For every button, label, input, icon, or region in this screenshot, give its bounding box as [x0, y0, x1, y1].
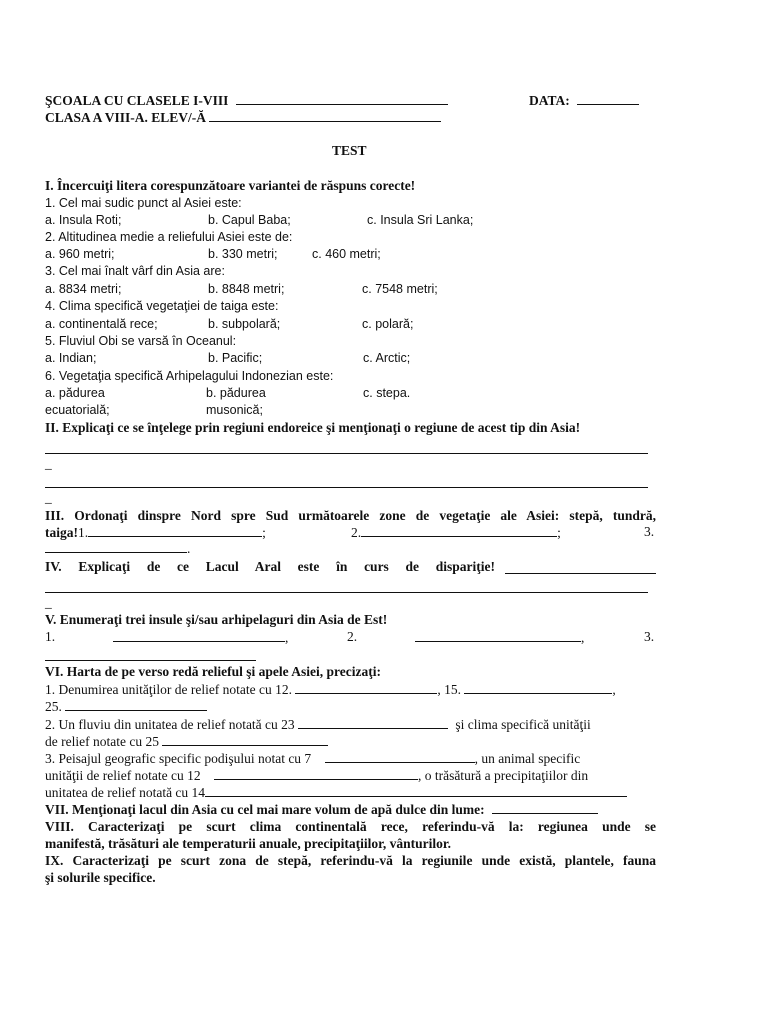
- answer-blank-1[interactable]: [88, 524, 262, 537]
- answer-line[interactable]: [45, 487, 648, 488]
- section-5-answer-2: [415, 629, 584, 646]
- q3-option-b[interactable]: b. 8848 metri;: [208, 282, 285, 296]
- answer-blank-2[interactable]: [415, 629, 581, 642]
- answer-line[interactable]: [45, 660, 256, 661]
- blank-number-3: 3.: [644, 629, 655, 644]
- q5-option-a[interactable]: a. Indian;: [45, 351, 97, 365]
- answer-line[interactable]: [45, 592, 648, 593]
- item-text: 2. Un fluviu din unitatea de relief notată cu 23: [45, 717, 295, 732]
- item-text: , o trăsătură a precipitaţiilor din: [417, 768, 589, 783]
- answer-blank[interactable]: [214, 767, 418, 780]
- q3-option-c[interactable]: c. 7548 metri;: [362, 282, 438, 296]
- school-name-blank[interactable]: [236, 92, 448, 105]
- question-5: 5. Fluviul Obi se varsă în Oceanul:: [45, 334, 237, 348]
- answer-blank[interactable]: [162, 733, 328, 746]
- date-line: [529, 92, 639, 109]
- q6-option-a-cont: ecuatorială;: [45, 403, 110, 417]
- blank-separator: ,: [285, 630, 289, 645]
- answer-blank-3[interactable]: [45, 540, 187, 553]
- item-text: , un animal specific: [474, 751, 581, 766]
- q1-option-c[interactable]: c. Insula Sri Lanka;: [367, 213, 474, 227]
- section-6-item-2: [45, 716, 591, 733]
- item-text: unităţii de relief notate cu 12: [45, 768, 201, 783]
- section-8-heading: VIII. Caracterizaţi pe scurt clima continentală rece, referindu-vă la: regiunea unde se: [45, 819, 656, 834]
- q5-option-b[interactable]: b. Pacific;: [208, 351, 263, 365]
- answer-line[interactable]: [45, 453, 648, 454]
- q2-option-a[interactable]: a. 960 metri;: [45, 247, 115, 261]
- section-5-answer-1: [113, 629, 288, 646]
- blank-separator: ;: [262, 525, 266, 540]
- date-blank[interactable]: [577, 92, 639, 105]
- q6-option-b-cont: musonică;: [206, 403, 263, 417]
- section-6-item-2-cont: [45, 733, 328, 750]
- school-label: ŞCOALA CU CLASELE I-VIII: [45, 93, 229, 108]
- answer-blank[interactable]: [464, 681, 612, 694]
- answer-blank[interactable]: [492, 801, 598, 814]
- section-5-heading: V. Enumeraţi trei insule şi/sau arhipelaguri din Asia de Est!: [45, 612, 388, 627]
- q1-option-b[interactable]: b. Capul Baba;: [208, 213, 291, 227]
- school-line: [45, 92, 448, 109]
- section-3-answer-2: [351, 524, 561, 541]
- answer-blank-1[interactable]: [113, 629, 285, 642]
- q4-option-b[interactable]: b. subpolară;: [208, 317, 281, 331]
- dash-mark: _: [45, 595, 52, 610]
- q4-option-c[interactable]: c. polară;: [362, 317, 414, 331]
- section-6-item-3-cont: [45, 767, 588, 784]
- section-7-heading: [45, 801, 598, 818]
- item-text: , 15.: [437, 682, 462, 697]
- blank-number: 1.: [78, 525, 89, 540]
- blank-number: 2.: [351, 525, 362, 540]
- dash-mark: _: [45, 456, 52, 471]
- q5-option-c[interactable]: c. Arctic;: [363, 351, 411, 365]
- blank-separator: ;: [557, 525, 561, 540]
- section-4-heading: IV. Explicaţi de ce Lacul Aral este în curs de dispariţie!: [45, 559, 495, 574]
- end-dot: .: [187, 541, 191, 556]
- section-9-heading: IX. Caracterizaţi pe scurt zona de stepă, referindu-vă la regiunile unde există, plantele, fauna: [45, 853, 656, 868]
- q6-option-b[interactable]: b. pădurea: [206, 386, 266, 400]
- item-text: de relief notate cu 25: [45, 734, 159, 749]
- q6-option-c[interactable]: c. stepa.: [363, 386, 411, 400]
- answer-blank-2[interactable]: [361, 524, 557, 537]
- answer-blank[interactable]: [65, 698, 207, 711]
- q6-option-a[interactable]: a. pădurea: [45, 386, 105, 400]
- item-text: 3. Peisajul geografic specific podişului notat cu 7: [45, 751, 312, 766]
- date-label: DATA:: [529, 93, 570, 108]
- student-name-blank[interactable]: [209, 109, 441, 122]
- question-2: 2. Altitudinea medie a reliefului Asiei este de:: [45, 230, 293, 244]
- answer-line[interactable]: [505, 573, 656, 574]
- question-6: 6. Vegetaţia specifică Arhipelagului Indonezian este:: [45, 369, 334, 383]
- class-line: [45, 109, 441, 126]
- answer-blank[interactable]: [298, 716, 448, 729]
- item-text: şi clima specifică unităţii: [455, 717, 591, 732]
- section-2-heading: II. Explicaţi ce se înţelege prin regiuni endoreice şi menţionaţi o regiune de acest tip din Asia!: [45, 420, 581, 435]
- section-6-item-1-cont: [45, 698, 207, 715]
- section-3-heading: III. Ordonaţi dinspre Nord spre Sud următoarele zone de vegetaţie ale Asiei: stepă, tundră,: [45, 508, 656, 523]
- section-3-heading-cont: taiga!: [45, 525, 78, 540]
- blank-separator: ,: [581, 630, 585, 645]
- question-4: 4. Clima specifică vegetaţiei de taiga este:: [45, 299, 279, 313]
- item-text: 25.: [45, 699, 62, 714]
- dash-mark: _: [45, 490, 52, 505]
- q4-option-a[interactable]: a. continentală rece;: [45, 317, 158, 331]
- blank-number-3: 3.: [644, 524, 655, 539]
- item-text: unitatea de relief notată cu 14: [45, 785, 206, 800]
- section-6-item-3-cont2: [45, 784, 627, 801]
- section-7-text: VII. Menţionaţi lacul din Asia cu cel mai mare volum de apă dulce din lume:: [45, 802, 485, 817]
- section-3-answer-3: [45, 540, 190, 557]
- q2-option-b[interactable]: b. 330 metri;: [208, 247, 278, 261]
- q2-option-c[interactable]: c. 460 metri;: [312, 247, 381, 261]
- blank-number-1: 1.: [45, 629, 56, 644]
- q1-option-a[interactable]: a. Insula Roti;: [45, 213, 122, 227]
- blank-number-2: 2.: [347, 629, 358, 644]
- q3-option-a[interactable]: a. 8834 metri;: [45, 282, 122, 296]
- section-6-item-1: [45, 681, 616, 698]
- answer-blank[interactable]: [205, 784, 627, 797]
- section-9-heading-cont: şi solurile specifice.: [45, 870, 156, 885]
- page-title: TEST: [332, 143, 367, 158]
- section-6-heading: VI. Harta de pe verso redă relieful şi apele Asiei, precizaţi:: [45, 664, 381, 679]
- answer-blank[interactable]: [295, 681, 437, 694]
- question-1: 1. Cel mai sudic punct al Asiei este:: [45, 196, 242, 210]
- answer-blank[interactable]: [325, 750, 475, 763]
- section-1-heading: I. Încercuiţi litera corespunzătoare variantei de răspuns corecte!: [45, 178, 416, 193]
- section-8-heading-cont: manifestă, trăsături ale temperaturii anuale, precipitaţiilor, vânturilor.: [45, 836, 451, 851]
- question-3: 3. Cel mai înalt vârf din Asia are:: [45, 264, 225, 278]
- item-text: ,: [612, 682, 616, 697]
- section-6-item-3: [45, 750, 580, 767]
- class-label: CLASA A VIII-A. ELEV/-Ă: [45, 110, 207, 125]
- item-text: 1. Denumirea unităţilor de relief notate cu 12.: [45, 682, 293, 697]
